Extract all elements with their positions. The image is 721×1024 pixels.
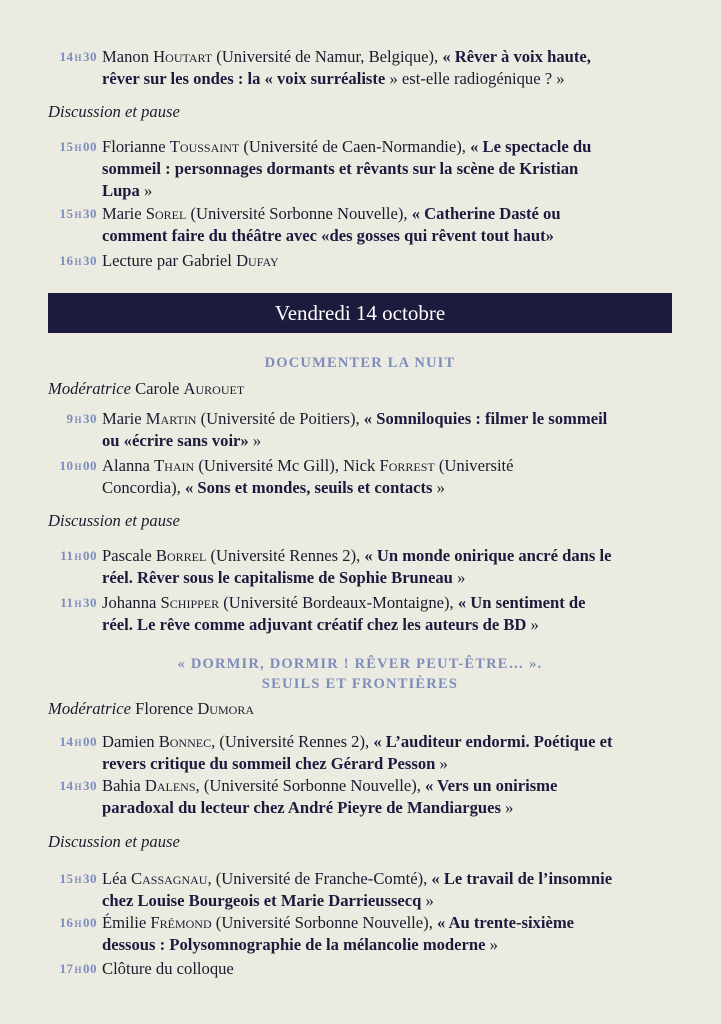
day-banner: Vendredi 14 octobre bbox=[48, 293, 672, 333]
time-slot: 16H30 bbox=[59, 253, 97, 268]
moderator-surname: Aurouet bbox=[183, 379, 245, 398]
entry-text: Émilie Frémond (Université Sorbonne Nouvelle), « Au trente-sixième dessous : Polysomnographie de la mélancolie moderne » bbox=[102, 913, 575, 954]
moderator-line: Modératrice Carole Aurouet bbox=[48, 379, 245, 398]
time-slot: 17H00 bbox=[59, 961, 97, 976]
time-slot: 16H00 bbox=[59, 915, 97, 930]
time-slot: 14H30 bbox=[59, 49, 97, 64]
talk-title: « Le travail de l’insomnie bbox=[431, 869, 613, 888]
talk-title: « Sons et mondes, seuils et contacts bbox=[184, 478, 433, 497]
speaker-surname: Martin bbox=[145, 409, 197, 428]
entry-text: Pascale Borrel (Université Rennes 2), « Un monde onirique ancré dans le réel. Rêver sous le capitalisme de Sophie Bruneau » bbox=[102, 546, 612, 587]
speaker-surname: Thain bbox=[154, 456, 195, 475]
entry-text: Damien Bonnec, (Université Rennes 2), « L’auditeur endormi. Poétique et revers critique du sommeil chez Gérard Pesson » bbox=[102, 732, 613, 773]
entry-text: Marie Martin (Université de Poitiers), « Somniloquies : filmer le sommeil ou «écrire sans voir» » bbox=[102, 409, 608, 450]
speaker-surname: Bonnec bbox=[158, 732, 212, 751]
section-title: « DORMIR, DORMIR ! RÊVER PEUT-ÊTRE… ». bbox=[177, 656, 543, 672]
discussion-pause: Discussion et pause bbox=[48, 832, 180, 851]
speaker-surname: Borrel bbox=[155, 546, 207, 565]
section-title: DOCUMENTER LA NUIT bbox=[264, 355, 456, 371]
speaker-surname: Schipper bbox=[160, 593, 220, 612]
discussion-pause: Discussion et pause bbox=[48, 511, 180, 530]
talk-title: « Le spectacle du bbox=[470, 137, 592, 156]
talk-title: « Somniloquies : filmer le sommeil bbox=[363, 409, 608, 428]
discussion-pause: Discussion et pause bbox=[48, 102, 180, 121]
speaker-surname: Sorel bbox=[145, 204, 187, 223]
speaker-surname: Cassagnau bbox=[131, 869, 208, 888]
time-slot: 14H00 bbox=[59, 734, 97, 749]
talk-title: « Catherine Dasté ou bbox=[411, 204, 561, 223]
time-slot: 14H30 bbox=[59, 778, 97, 793]
time-slot: 9H30 bbox=[66, 411, 97, 426]
entry-text: Marie Sorel (Université Sorbonne Nouvelle), « Catherine Dasté ou comment faire du théâtre avec «des gosses qui rêvent tout haut» bbox=[102, 204, 561, 245]
speaker-surname: Frémond bbox=[150, 913, 212, 932]
speaker-surname: Houtart bbox=[153, 47, 213, 66]
speaker-surname: Forrest bbox=[379, 456, 435, 475]
moderator-line: Modératrice Florence Dumora bbox=[48, 699, 254, 718]
talk-title: « Vers un onirisme bbox=[425, 776, 558, 795]
speaker-surname: Dalens bbox=[144, 776, 196, 795]
time-slot: 11H30 bbox=[60, 595, 97, 610]
time-slot: 15H30 bbox=[59, 871, 97, 886]
time-slot: 15H00 bbox=[59, 139, 97, 154]
entry-text: Alanna Thain (Université Mc Gill), Nick Forrest (Université Concordia), « Sons et mondes, seuils et contacts » bbox=[102, 456, 514, 497]
section-subtitle: SEUILS ET FRONTIÈRES bbox=[261, 676, 459, 692]
moderator-surname: Dumora bbox=[197, 699, 254, 718]
talk-title: « Au trente-sixième bbox=[437, 913, 575, 932]
talk-title: « Rêver à voix haute, bbox=[442, 47, 591, 66]
talk-title: « Un monde onirique ancré dans le bbox=[364, 546, 612, 565]
entry-text: Florianne Toussaint (Université de Caen-Normandie), « Le spectacle du sommeil : personnages dormants et rêvants sur la scène de Kristian Lupa » bbox=[102, 137, 592, 200]
entry-text: Johanna Schipper (Université Bordeaux-Montaigne), « Un sentiment de réel. Le rêve comme adjuvant créatif chez les auteurs de BD » bbox=[102, 593, 586, 634]
entry-text: Manon Houtart (Université de Namur, Belgique), « Rêver à voix haute, rêver sur les ondes : la « voix surréaliste » est-elle radiogénique ? » bbox=[102, 47, 591, 88]
speaker-surname: Dufay bbox=[236, 251, 279, 270]
talk-title: « L’auditeur endormi. Poétique et bbox=[373, 732, 613, 751]
talk-title: « Un sentiment de bbox=[457, 593, 586, 612]
entry-text: Clôture du colloque bbox=[102, 959, 234, 978]
time-slot: 15H30 bbox=[59, 206, 97, 221]
entry-text: Bahia Dalens, (Université Sorbonne Nouvelle), « Vers un onirisme paradoxal du lecteur chez André Pieyre de Mandiargues » bbox=[102, 776, 558, 817]
time-slot: 10H00 bbox=[59, 458, 97, 473]
entry-text: Lecture par Gabriel Dufay bbox=[102, 251, 279, 270]
entry-text: Léa Cassagnau, (Université de Franche-Comté), « Le travail de l’insomnie chez Louise Bourgeois et Marie Darrieussecq » bbox=[102, 869, 613, 910]
time-slot: 11H00 bbox=[60, 548, 97, 563]
speaker-surname: Toussaint bbox=[169, 137, 240, 156]
